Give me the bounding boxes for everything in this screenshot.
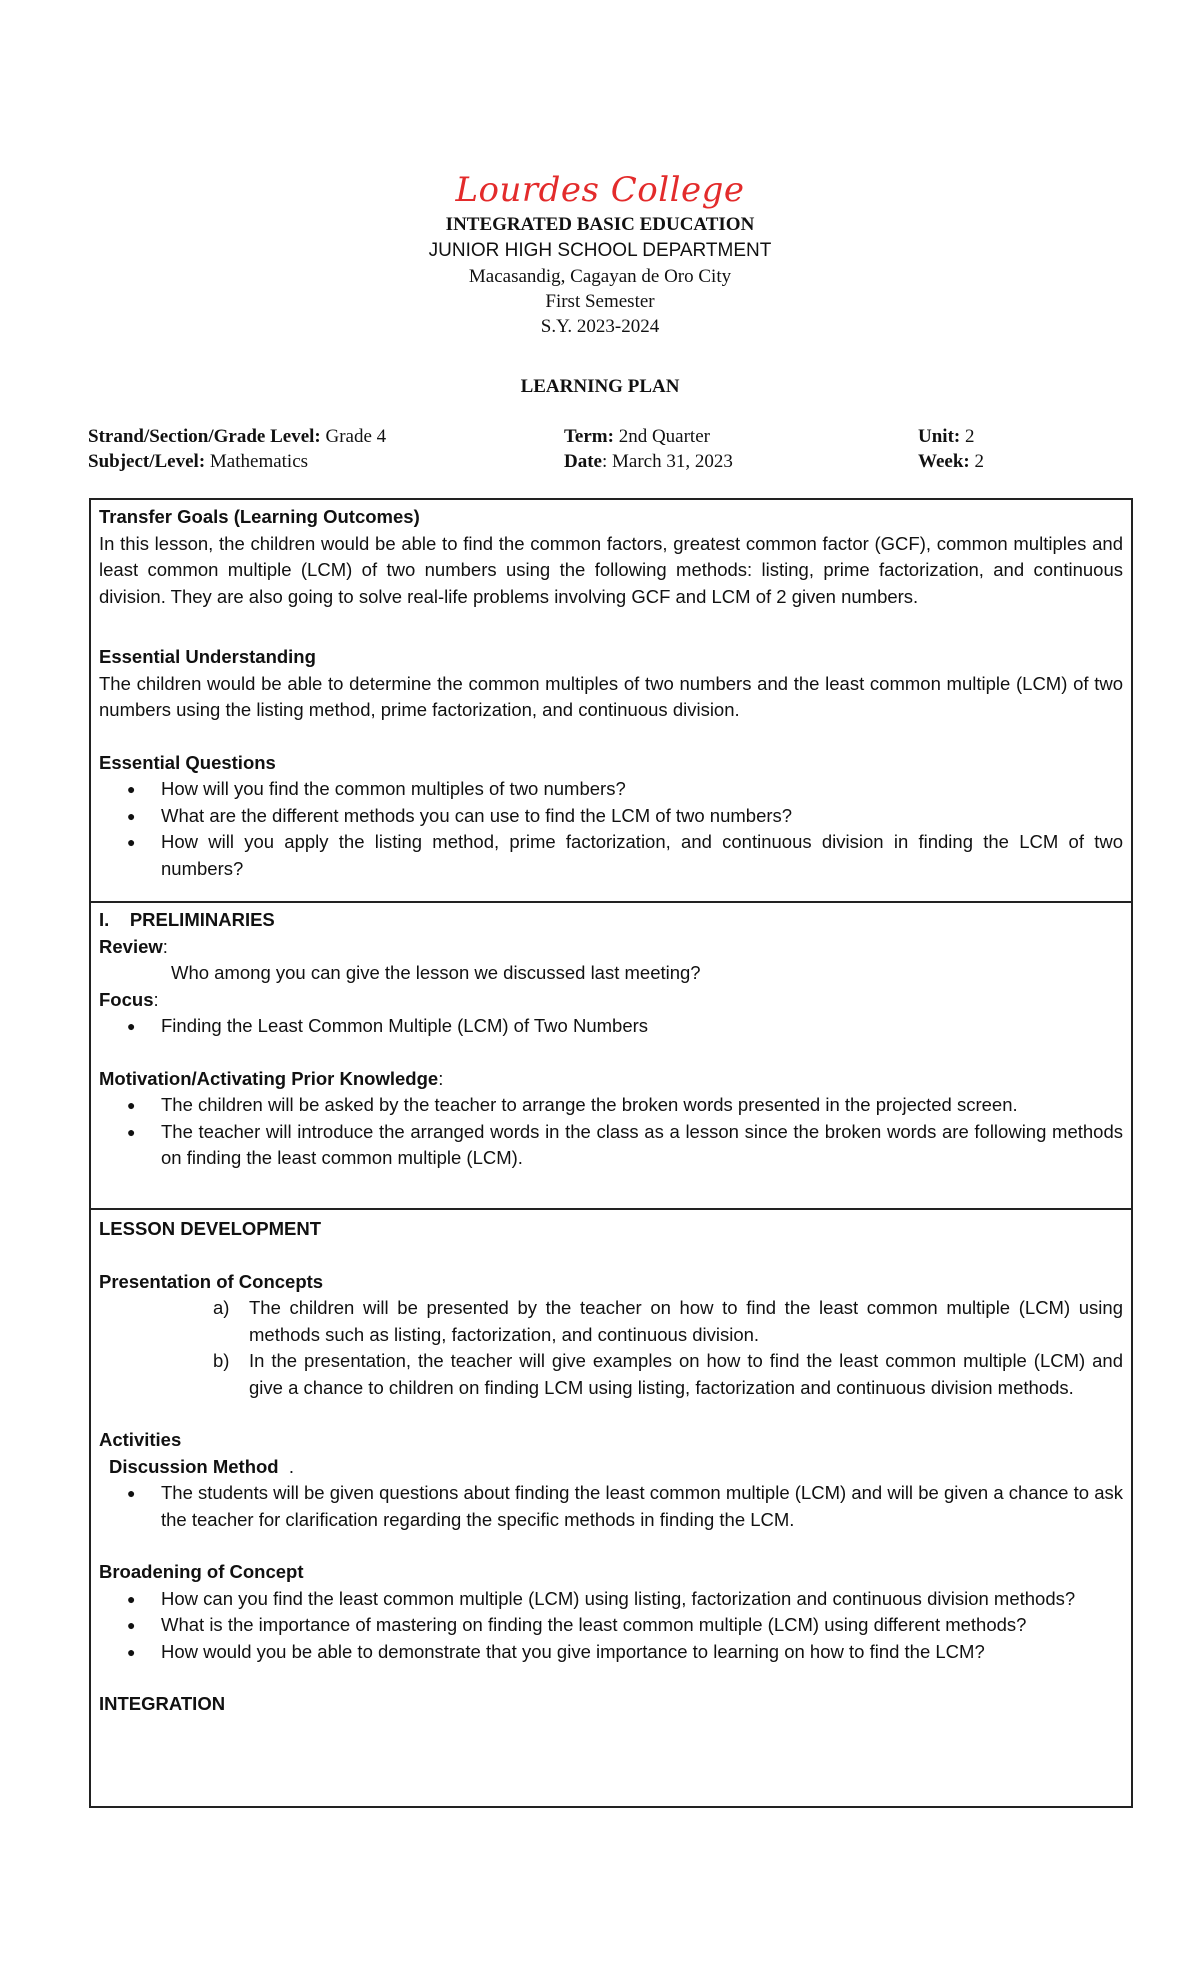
document-header (0, 168, 1200, 339)
essential-understanding-text: The children would be able to determine the common multiples of two numbers and the least common multiple (LCM) of two numbers using the listing method, prime factorization, and continuous division. (99, 672, 1123, 720)
meta-col-3 (918, 424, 984, 474)
essential-questions-list (99, 776, 1123, 882)
address: Macasandig, Cagayan de Oro City (468, 266, 732, 287)
integration-title: INTEGRATION (99, 1693, 226, 1714)
list-item: ● What is the importance of mastering on finding the least common multiple (LCM) using different methods? (161, 1612, 1123, 1639)
presentation-list (99, 1295, 1123, 1401)
preliminaries-title: I. PRELIMINARIES (99, 909, 275, 930)
focus-row: Focus: (99, 988, 159, 1010)
semester: First Semester (545, 291, 655, 312)
transfer-goals-section (89, 498, 1133, 903)
review-text: Who among you can give the lesson we discussed last meeting? (171, 962, 701, 983)
broadening-list (99, 1586, 1123, 1666)
meta-date: Date: March 31, 2023 (564, 451, 733, 472)
presentation-title: Presentation of Concepts (99, 1270, 324, 1292)
preliminaries-section (89, 901, 1133, 1210)
meta-week: Week: 2 (918, 451, 984, 472)
meta-col-1 (88, 424, 386, 474)
essential-understanding-title: Essential Understanding (99, 646, 316, 667)
list-item: ● How can you find the least common multiple (LCM) using listing, factorization and continuous division methods? (161, 1586, 1123, 1613)
school-logo: Lourdes College (455, 170, 745, 210)
meta-unit: Unit: 2 (918, 426, 975, 447)
lesson-development-title: LESSON DEVELOPMENT (99, 1218, 322, 1239)
list-item: ● Finding the Least Common Multiple (LCM) of Two Numbers (161, 1013, 1123, 1040)
meta-subject: Subject/Level: Mathematics (88, 451, 309, 472)
essential-questions-title: Essential Questions (99, 751, 276, 773)
list-item: ● How would you be able to demonstrate that you give importance to learning on how to find the LCM? (161, 1639, 1123, 1666)
school-year: S.Y. 2023-2024 (540, 316, 660, 337)
list-item: b) In the presentation, the teacher will give examples on how to find the least common multiple (LCM) and give a chance to children on finding LCM using listing, factorization and continuous division methods. (213, 1350, 1123, 1398)
focus-list (99, 1013, 1123, 1040)
list-item: ● The students will be given questions about finding the least common multiple (LCM) and will be given a chance to ask the teacher for clarification regarding the specific methods in finding the LCM. (161, 1480, 1123, 1533)
motivation-list (99, 1092, 1123, 1172)
list-item: ● What are the different methods you can use to find the LCM of two numbers? (161, 803, 1123, 830)
meta-term: Term: 2nd Quarter (564, 426, 710, 447)
motivation-row: Motivation/Activating Prior Knowledge: (99, 1067, 444, 1089)
department-line2: JUNIOR HIGH SCHOOL DEPARTMENT (428, 240, 772, 261)
lesson-development-section (89, 1208, 1133, 1808)
activities-title: Activities (99, 1429, 182, 1450)
broadening-title: Broadening of Concept (99, 1561, 304, 1582)
transfer-goals-text: In this lesson, the children would be able to find the common factors, greatest common factor (GCF), common multiples and least common multiple (LCM) of two numbers using the following methods: listing, prime factorization, and continuous division. They are also going to solve real-life problems involving GCF and LCM of 2 given numbers. (99, 532, 1123, 607)
department-line1: INTEGRATED BASIC EDUCATION (445, 214, 755, 235)
review-row: Review: (99, 935, 168, 957)
meta-strand: Strand/Section/Grade Level: Grade 4 (88, 426, 387, 447)
meta-col-2 (564, 424, 733, 474)
transfer-goals-title: Transfer Goals (Learning Outcomes) (99, 506, 420, 527)
list-item: ● How will you find the common multiples of two numbers? (161, 776, 1123, 803)
plan-title: LEARNING PLAN (520, 376, 680, 397)
list-item: ● The teacher will introduce the arranged words in the class as a lesson since the broken words are following methods on finding the least common multiple (LCM). (161, 1119, 1123, 1172)
list-item: ● How will you apply the listing method, prime factorization, and continuous division in finding the LCM of two numbers? (161, 829, 1123, 882)
discussion-list (99, 1480, 1123, 1533)
list-item: a) The children will be presented by the teacher on how to find the least common multiple (LCM) using methods such as listing, factorization, and continuous division. (213, 1297, 1123, 1345)
discussion-row: Discussion Method . (109, 1455, 295, 1477)
list-item: ● The children will be asked by the teacher to arrange the broken words presented in the projected screen. (161, 1092, 1123, 1119)
